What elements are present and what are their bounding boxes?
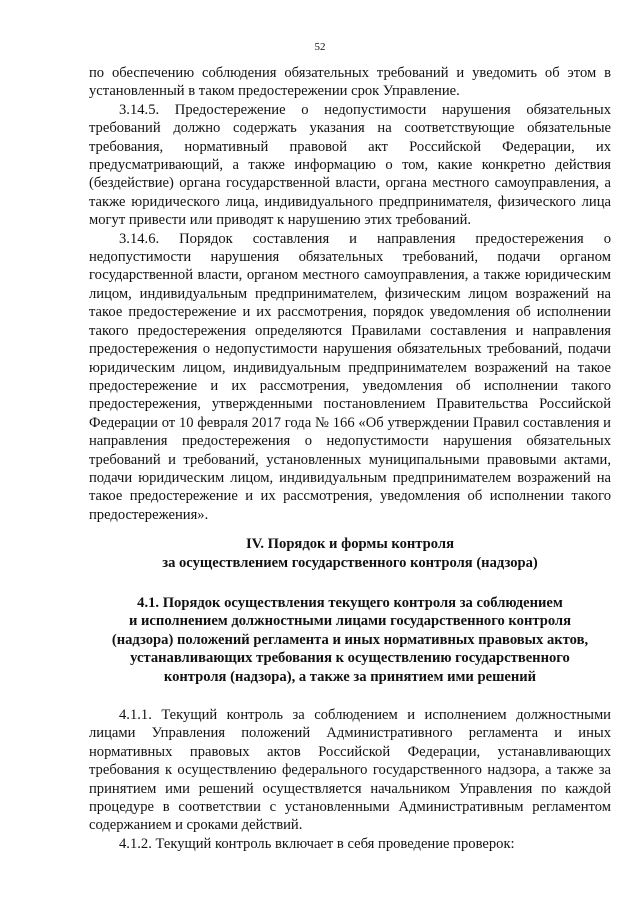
subsection-heading-line-4: устанавливающих требования к осуществлению государственного [130,650,570,667]
section-heading-line-1: IV. Порядок и формы контроля [246,536,454,553]
subsection-heading-line-3: (надзора) положений регламента и иных нормативных правовых актов, [111,631,589,648]
document-body [89,64,611,853]
section-heading-line-2: за осуществлением государственного контроля (надзора) [162,554,538,571]
paragraph-4-1-2: 4.1.2. Текущий контроль включает в себя проведение проверок: [119,835,515,852]
paragraph-3-14-5: 3.14.5. Предостережение о недопустимости нарушения обязательных требований должно содержать указания на соответствующие обязательные требования, нормативный правовой акт Российской Федерации, их предусматривающий, а также информацию о том, какие конкретно действия (бездействие) органа государственной власти, органа местного самоуправления, а также юридического лица, индивидуального предпринимателя, физического лица могут привести или приводят к нарушению этих требований. [89,101,611,229]
paragraph-3-14-6: 3.14.6. Порядок составления и направления предостережения о недопустимости нарушения обязательных требований, подачи органом государственной власти, органом местного самоуправления, а также юридическим лицом, индивидуальным предпринимателем, физическим лицом возражений на такое предостережение и их рассмотрения, порядок уведомления об исполнении такого предостережения определяются Правилами составления и направления предостережения о недопустимости нарушения обязательных требований, подачи юридическим лицом, индивидуальным предпринимателем возражений на такое предостережение и их рассмотрения, уведомления об исполнении такого предостережения, утвержденными постановлением Правительства Российской Федерации от 10 февраля 2017 года № 166 «Об утверждении Правил составления и направления предостережения о недопустимости нарушения обязательных требований и требований, установленных муниципальными правовыми актами, подачи юридическим лицом, индивидуальным предпринимателем возражений на такое предостережение и их рассмотрения, уведомления об исполнении такого предостережения». [89,230,611,523]
page-number: 52 [314,41,326,53]
subsection-heading [89,594,611,686]
paragraph-continuation: по обеспечению соблюдения обязательных требований и уведомить об этом в установленный в таком предостережении срок Управление. [89,65,611,100]
subsection-heading-line-1: 4.1. Порядок осуществления текущего контроля за соблюдением [137,594,563,611]
section-heading [89,535,611,572]
paragraph-4-1-1: 4.1.1. Текущий контроль за соблюдением и исполнением должностными лицами Управления положений Административного регламента и иных нормативных правовых актов Российской Федерации, устанавливающих требования к осуществлению федерального государственного надзора, а также за принятием ими решений осуществляется начальником Управления по каждой процедуре в соответствии с установленными Административным регламентом содержанием и сроками действий. [89,707,611,834]
subsection-heading-line-5: контроля (надзора), а также за принятием ими решений [163,668,537,685]
subsection-heading-line-2: и исполнением должностными лицами государственного контроля [128,613,572,630]
